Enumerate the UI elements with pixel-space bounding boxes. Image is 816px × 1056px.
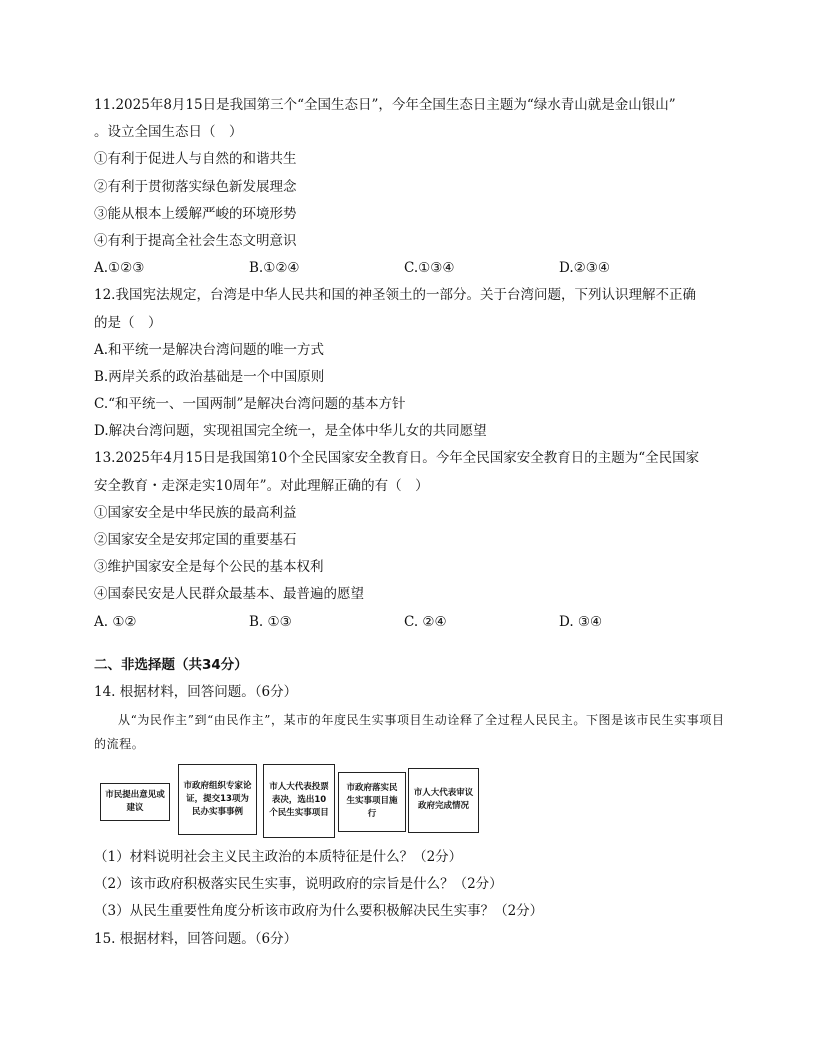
statement-item: ④有利于提高全社会生态文明意识 — [94, 232, 297, 249]
statement-item: ③维护国家安全是每个公民的基本权利 — [94, 559, 324, 576]
statement-item: ②国家安全是安邦定国的重要基石 — [94, 532, 297, 548]
question-12-stem-line-1: 12.我国宪法规定，台湾是中华人民共和国的神圣领土的一部分。关于台湾问题，下列认识理解不正确 — [94, 287, 696, 304]
question-11-stem-line-2: 。设立全国生态日（ ） — [94, 124, 243, 141]
option-a[interactable]: A.①②③ — [94, 260, 145, 277]
sub-question-1: （1）材料说明社会主义民主政治的本质特征是什么？（2分） — [94, 848, 463, 865]
question-15-stem: 15. 根据材料，回答问题。（6分） — [94, 930, 298, 947]
question-13 — [94, 445, 734, 635]
question-14-material: 从“为民作主”到“由民作主”，某市的年度民生实事项目生动诠释了全过程人民民主。下图是该市民生实事项目的流程。 — [94, 712, 725, 751]
flow-step-1: 市民提出意见或建议 — [100, 783, 170, 821]
flow-step-3: 市人大代表投票表决，选出10个民生实事项目 — [263, 764, 335, 838]
exam-page — [94, 92, 734, 953]
flow-step-2: 市政府组织专家论证，提交13项为民办实事事例 — [178, 764, 257, 835]
section-2-title: 二、非选择题（共34分） — [94, 656, 248, 673]
choice-c[interactable]: C.“和平统一、一国两制”是解决台湾问题的基本方针 — [94, 396, 406, 413]
option-c[interactable]: C.①③④ — [404, 260, 455, 277]
question-13-stem-line-1: 13.2025年4月15日是我国第10个全民国家安全教育日。今年全民国家安全教育日的主题为“全民国家 — [94, 450, 700, 467]
question-15 — [94, 926, 734, 953]
question-12-stem-line-2: 的是（ ） — [94, 314, 162, 331]
choice-d[interactable]: D.解决台湾问题，实现祖国完全统一，是全体中华儿女的共同愿望 — [94, 423, 487, 440]
option-b[interactable]: B. ①③ — [249, 613, 292, 630]
flow-step-4: 市政府落实民生实事项目施行 — [338, 772, 406, 832]
question-13-stem-line-2: 安全教育・走深走实10周年”。对此理解正确的有（ ） — [94, 477, 429, 494]
question-11-stem-line-1: 11.2025年8月15日是我国第三个“全国生态日”，今年全国生态日主题为“绿水青山就是金山银山” — [94, 97, 676, 113]
choice-b[interactable]: B.两岸关系的政治基础是一个中国原则 — [94, 368, 325, 385]
process-flow-diagram — [94, 764, 734, 840]
statement-item: ③能从根本上缓解严峻的环境形势 — [94, 205, 297, 222]
flow-step-5: 市人大代表审议政府完成情况 — [408, 768, 479, 833]
question-14 — [94, 679, 734, 926]
statement-item: ①国家安全是中华民族的最高利益 — [94, 504, 297, 521]
statement-item: ①有利于促进人与自然的和谐共生 — [94, 151, 297, 168]
option-b[interactable]: B.①②④ — [249, 260, 300, 277]
option-d[interactable]: D. ③④ — [559, 613, 603, 630]
sub-question-2: （2）该市政府积极落实民生实事，说明政府的宗旨是什么？（2分） — [94, 876, 503, 893]
question-11-options — [94, 255, 734, 282]
question-11 — [94, 92, 734, 282]
sub-question-3: （3）从民生重要性角度分析该市政府为什么要积极解决民生实事？（2分） — [94, 903, 544, 920]
statement-item: ④国泰民安是人民群众最基本、最普遍的愿望 — [94, 586, 364, 603]
option-c[interactable]: C. ②④ — [404, 613, 447, 630]
question-12 — [94, 282, 734, 445]
question-14-stem: 14. 根据材料，回答问题。（6分） — [94, 683, 298, 700]
option-a[interactable]: A. ①② — [94, 613, 137, 630]
choice-a[interactable]: A.和平统一是解决台湾问题的唯一方式 — [94, 341, 325, 358]
statement-item: ②有利于贯彻落实绿色新发展理念 — [94, 178, 297, 195]
question-13-options — [94, 609, 734, 636]
option-d[interactable]: D.②③④ — [559, 260, 610, 277]
